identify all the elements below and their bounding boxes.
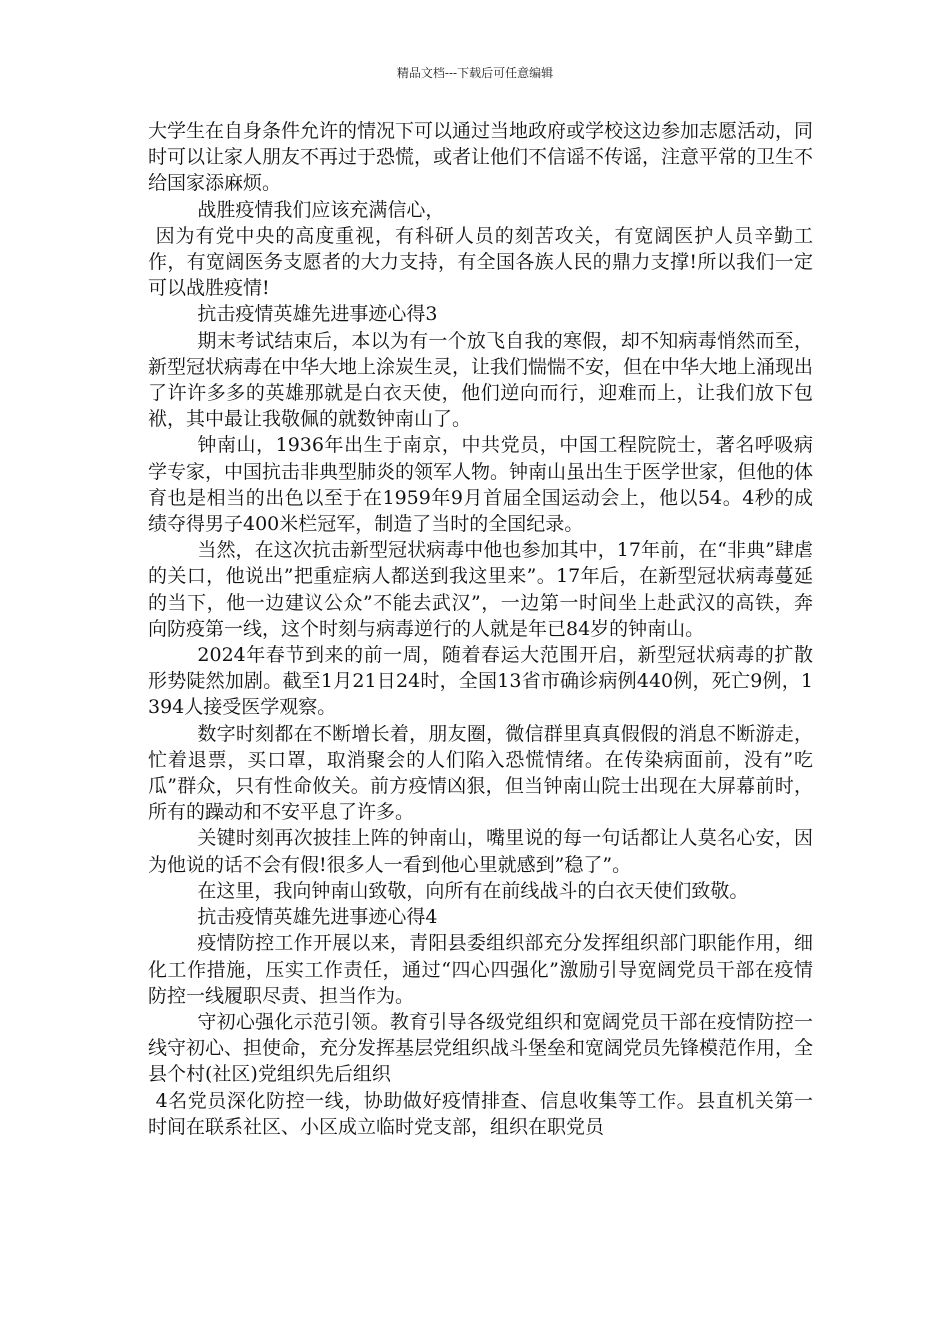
paragraph: 数字时刻都在不断增长着，朋友圈，微信群里真真假假的消息不断游走，忙着退票，买口罩，取消聚会的人们陷入恐慌情绪。在传染病面前，没有”吃瓜”群众，只有性命攸关。前方疫情凶狠，但当钟南山院士出现在大屏幕前时，所有的躁动和不安平息了许多。 — [148, 722, 813, 824]
document-body — [148, 118, 813, 1140]
paragraph: 期末考试结束后，本以为有一个放飞自我的寒假，却不知病毒悄然而至，新型冠状病毒在中华大地上涂炭生灵，让我们惴惴不安，但在中华大地上涌现出了许许多多的英雄那就是白衣天使，他们逆向而行，迎难而上，让我们放下包袱，其中最让我敬佩的就数钟南山了。 — [148, 329, 814, 431]
paragraph: 钟南山，1936年出生于南京，中共党员，中国工程院院士，著名呼吸病学专家，中国抗击非典型肺炎的领军人物。钟南山虽出生于医学世家，但他的体育也是相当的出色以至于在1959年9月首届全国运动会上，他以54。4秒的成绩夺得男子400米栏冠军，制造了当时的全国纪录。 — [148, 434, 814, 536]
paragraph: 2024年春节到来的前一周，随着春运大范围开启，新型冠状病毒的扩散形势陡然加剧。截至1月21日24时，全国13省市确诊病例440例，死亡9例，1394人接受医学观察。 — [148, 644, 813, 719]
section-heading: 抗击疫情英雄先进事迹心得4 — [197, 906, 438, 929]
paragraph: 疫情防控工作开展以来，青阳县委组织部充分发挥组织部门职能作用，细化工作措施，压实工作责任，通过“四心四强化”激励引导宽阔党员干部在疫情防控一线履职尽责、担当作为。 — [148, 932, 813, 1007]
paragraph: 关键时刻再次披挂上阵的钟南山，嘴里说的每一句话都让人莫名心安，因为他说的话不会有假!很多人一看到他心里就感到”稳了”。 — [148, 827, 813, 876]
paragraph: 大学生在自身条件允许的情况下可以通过当地政府或学校这边参加志愿活动，同时可以让家人朋友不再过于恐慌，或者让他们不信谣不传谣，注意平常的卫生不给国家添麻烦。 — [148, 120, 814, 195]
paragraph: 守初心强化示范引领。教育引导各级党组织和宽阔党员干部在疫情防控一线守初心、担使命，充分发挥基层党组织战斗堡垒和宽阔党员先锋模范作用，全县个村(社区)党组织先后组织 — [148, 1010, 814, 1086]
section-heading: 抗击疫情英雄先进事迹心得3 — [197, 303, 438, 326]
paragraph: 当然，在这次抗击新型冠状病毒中他也参加其中，17年前，在“非典”肆虐的关口，他说出”把重症病人都送到我这里来”。17年后，在新型冠状病毒蔓延的当下，他一边建议公众”不能去武汉”，一边第一时间坐上赴武汉的高铁，奔向防疫第一线，这个时刻与病毒逆行的人就是年已84岁的钟南山。 — [148, 539, 813, 640]
paragraph: 战胜疫情我们应该充满信心， — [197, 198, 445, 221]
page-header: 精品文档---下载后可任意编辑 — [396, 66, 554, 80]
paragraph: 4名党员深化防控一线，协助做好疫情排查、信息收集等工作。县直机关第一时间在联系社区、小区成立临时党支部，组织在职党员 — [148, 1089, 813, 1138]
paragraph: 在这里，我向钟南山致敬，向所有在前线战斗的白衣天使们致敬。 — [197, 879, 749, 902]
paragraph: 因为有党中央的高度重视，有科研人员的刻苦攻关，有宽阔医护人员辛勤工作，有宽阔医务支愿者的大力支持，有全国各族人民的鼎力支撑!所以我们一定可以战胜疫情! — [148, 224, 813, 300]
